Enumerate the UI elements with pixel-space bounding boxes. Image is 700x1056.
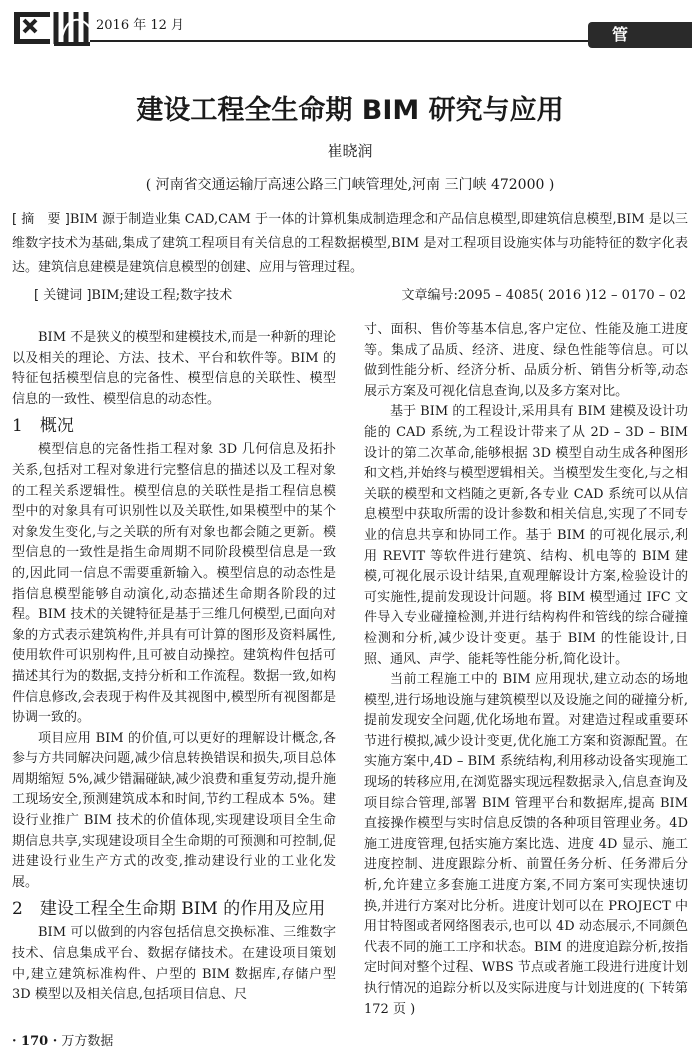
paragraph: 模型信息的完备性指工程对象 3D 几何信息及拓扑关系,包括对工程对象进行完整信息的描述以及工程对象的工程关系逻辑性。模型信息的关联性是指工程信息模型中的对象具有可识别性以及关联性,如果模型中的某个对象发生变化,与之关联的所有对象也都会随之更新。模型信息的一致性是指生命周期不同阶段模型信息是一致的,因此同一信息不需要重新输入。模型信息的动态性是指信息模型能够自动演化,动态描述生命期各阶段的过程。BIM 技术的关键特征是基于三维几何模型,已面向对象的方式表示建筑构件,并具有可计算的图形及资料属性,使用软件可识别构件,且可被自动操控。建筑构件包括可描述其行为的数据,支持分析和工作流程。数据一致,如构件信息修改,会表现于构件及其视图中,模型所有视图都是协调一致的。 xyxy=(12,442,336,726)
paragraph: 当前工程施工中的 BIM 应用现状,建立动态的场地模型,进行场地设施与建筑模型以及设施之间的碰撞分析,提前发现安全问题,优化场地布置。对建造过程或重要环节进行模拟,减少设计变更,优化施工方案和资源配置。在实施方案中,4D – BIM 系统结构,利用移动设备实现施工现场的转移应用,在浏览器实现远程数据录入,信息查询及项目综合管理,部署 BIM 管理平台和数据库,提高 BIM 直接操作模型与实时信息反馈的各种项目管理业务。4D 施工进度管理,包括实施方案比选、进度 4D 显示、施工进度控制、进度跟踪分析、前置任务分析、任务滞后分析,允许建立多套施工进度方案,不同方案可实现快速切换,并进行方案对比分析。进度计划可以在 PROJECT 中用甘特图或者网络图表示,也可以 4D 动态展示,不同颜色代表不同的施工工序和状态。BIM 的进度追踪分析,按指定时间对整个过程、WBS 节点或者施工段进行进度计划执行情况的追踪分析以及实际进度与计划进度的( 下转第 172 页 ) xyxy=(364,672,688,1017)
article-title: 建设工程全生命期 BIM 研究与应用 xyxy=(136,95,564,126)
author-affiliation: ( 河南省交通运输厅高速公路三门峡管理处,河南 三门峡 472000 ) xyxy=(145,177,555,193)
journal-logo-graphic xyxy=(10,8,94,48)
publisher-name: 万方数据 xyxy=(61,1034,114,1049)
abstract-label: [ 摘 要 ] xyxy=(12,212,70,227)
page-header xyxy=(0,0,700,70)
header-rule xyxy=(90,40,588,42)
abstract-text: BIM 源于制造业集 CAD,CAM 于一体的计算机集成制造理念和产品信息模型,即建筑信息模型,BIM 是以三维数字技术为基础,集成了建筑工程项目有关信息的工程数据模型,BIM 是对工程项目设施实体与功能特征的数字化表达。建筑信息建模是建筑信息模型的创建、应用与管理过程。 xyxy=(12,212,688,275)
journal-logo xyxy=(10,8,94,48)
section-heading: 2 建设工程全生命期 BIM 的作用及应用 xyxy=(12,899,326,920)
right-column xyxy=(364,320,688,1020)
paragraph: 项目应用 BIM 的价值,可以更好的理解设计概念,各参与方共同解决问题,减少信息转换错误和损失,项目总体周期缩短 5%,减少错漏碰缺,减少浪费和重复劳动,提升施工现场安全,预测建筑成本和时间,节约工程成本 5%。建设行业推广 BIM 技术的价值体现,实现建设项目全生命期信息共享,实现建设项目全生命期的可预测和可控制,促进建设行业生产方式的改变,推动建设行业的工业化发展。 xyxy=(12,730,336,890)
page-number: · 170 · xyxy=(12,1034,58,1049)
keywords xyxy=(34,284,232,303)
section-tab: 管理 xyxy=(588,22,692,48)
page-footer xyxy=(12,1030,113,1049)
paragraph: 基于 BIM 的工程设计,采用具有 BIM 建模及设计功能的 CAD 系统,为工程设计带来了从 2D – 3D – BIM 设计的第二次革命,能够根据 3D 模型自动生成各种图形和文档,并始终与模型逻辑相关。当模型发生变化,与之相关联的模型和文档随之更新,各专业 CAD 系统可以从信息模型中获取所需的设计参数和相关信息,实现了不同专业的信息共享和协同工作。基于 BIM 的可视化展示,利用 REVIT 等软件进行建筑、结构、机电等的 BIM 建模,可视化展示设计结果,直观理解设计方案,检验设计的可实施性,提前发现设计问题。将 BIM 模型通过 IFC 文件导入专业碰撞检测,并进行结构构件和管线的综合碰撞检测和分析,减少设计变更。基于 BIM 的性能设计,日照、通风、声学、能耗等性能分析,简化设计。 xyxy=(364,404,688,667)
paragraph: BIM 可以做到的内容包括信息交换标准、三维数字技术、信息集成平台、数据存储技术。在建设项目策划中,建立建筑标准构件、户型的 BIM 数据库,存储户型 3D 模型以及相关信息,包括项目信息、尺 xyxy=(12,925,336,1003)
left-column xyxy=(12,328,336,1006)
abstract xyxy=(12,208,688,280)
section-heading: 1 概况 xyxy=(12,416,74,437)
article-author: 崔晓润 xyxy=(327,142,373,160)
keywords-label: [ 关键词 ] xyxy=(34,288,92,303)
keywords-text: BIM;建设工程;数字技术 xyxy=(91,288,233,303)
article-number: 文章编号:2095 – 4085( 2016 )12 – 0170 – 02 xyxy=(401,288,686,303)
paragraph: BIM 不是狭义的模型和建模技术,而是一种新的理论以及相关的理论、方法、技术、平台和软件等。BIM 的特征包括模型信息的完备性、模型信息的关联性、模型信息的一致性、模型信息的动态性。 xyxy=(12,330,336,407)
paragraph: 寸、面积、售价等基本信息,客户定位、性能及施工进度等。集成了品质、经济、进度、绿色性能等信息。可以做到性能分析、经济分析、品质分析、销售分析等,动态展示方案及可视化信息查询,以及多方案对比。 xyxy=(364,322,688,399)
issue-date: 2016 年 12 月 xyxy=(96,18,185,33)
